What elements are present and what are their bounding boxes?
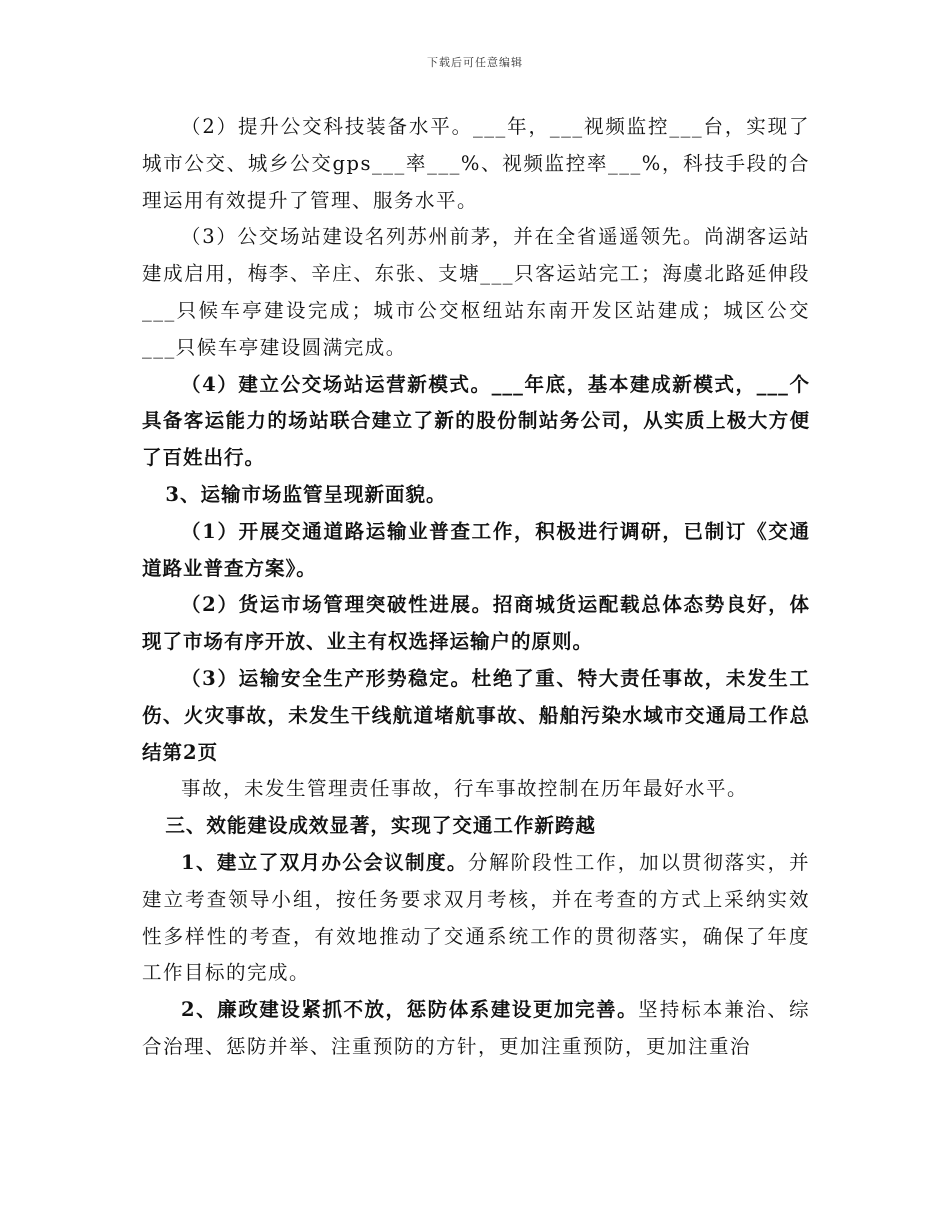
paragraph-bimonthly-meeting-lead: 1、建立了双月办公会议制度。 <box>181 850 468 874</box>
heading-market-supervision: 3、运输市场监管呈现新面貌。 <box>165 482 447 506</box>
heading-efficiency-construction: 三、效能建设成效显著，实现了交通工作新跨越 <box>165 814 596 838</box>
paragraph-integrity-construction <box>142 992 810 1066</box>
paragraph-station-operation-model: （4）建立公交场站运营新模式。___年底，基本建成新模式，___个具备客运能力的场站联合建立了新的股份制站务公司，从实质上极大方便了百姓出行。 <box>142 372 810 470</box>
paragraph-freight-market: （2）货运市场管理突破性进展。招商城货运配载总体态势良好，体现了市场有序开放、业主有权选择运输户的原则。 <box>142 593 810 654</box>
paragraph-station-construction: （3）公交场站建设名列苏州前茅，并在全省遥遥领先。尚湖客运站建成启用，梅李、辛庄、东张、支塘___只客运站完工；海虞北路延伸段___只候车亭建设完成；城市公交枢纽站东南开发区站建成；城区公交___只候车亭建设圆满完成。 <box>142 225 810 359</box>
paragraph-bimonthly-meeting-body: 分解阶段性工作，加以贯彻落实，并建立考查领导小组，按任务要求双月考核，并在考查的方式上采纳实效性多样性的考查，有效地推动了交通系统工作的贯彻落实，确保了年度工作目标的完成。 <box>142 850 810 985</box>
document-body <box>142 109 810 1066</box>
paragraph-road-census: （1）开展交通道路运输业普查工作，积极进行调研，已制订《交通道路业普查方案》。 <box>142 519 810 580</box>
page-header: 下载后可任意编辑 <box>427 56 523 69</box>
paragraph-integrity-construction-body: 坚持标本兼治、综合治理、惩防并举、注重预防的方针，更加注重预防，更加注重治 <box>142 998 810 1058</box>
paragraph-integrity-construction-lead: 2、廉政建设紧抓不放，惩防体系建设更加完善。 <box>181 998 639 1022</box>
paragraph-tech-equipment: （2）提升公交科技装备水平。___年，___视频监控___台，实现了城市公交、城乡公交gps___率___%、视频监控率___%，科技手段的合理运用有效提升了管理、服务水平。 <box>142 115 810 212</box>
paragraph-transport-safety: （3）运输安全生产形势稳定。杜绝了重、特大责任事故，未发生工伤、火灾事故，未发生干线航道堵航事故、船舶污染水域市交通局工作总结第2页 <box>142 666 810 764</box>
paragraph-accident-control: 事故，未发生管理责任事故，行车事故控制在历年最好水平。 <box>181 777 749 801</box>
paragraph-bimonthly-meeting <box>142 845 810 992</box>
